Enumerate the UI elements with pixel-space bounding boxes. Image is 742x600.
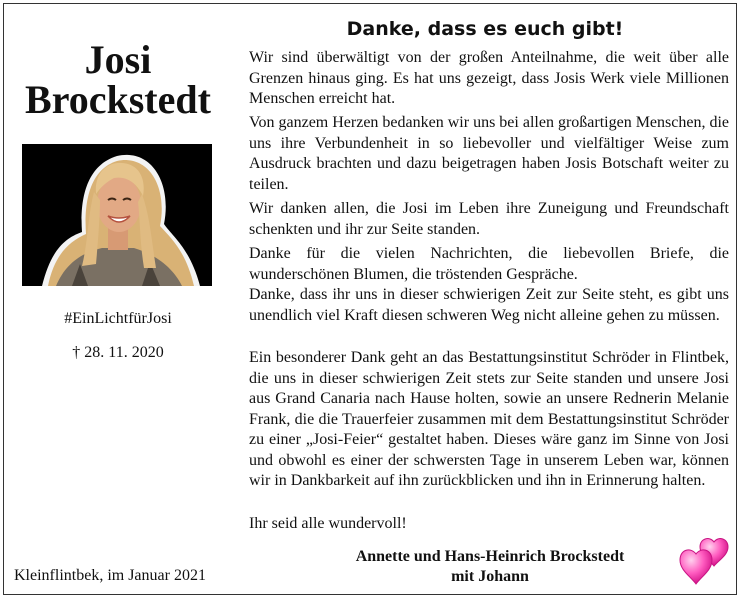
two-hearts-icon xyxy=(678,536,732,586)
signature-line-2: mit Johann xyxy=(451,568,529,585)
thanks-support-line: Danke, dass ihr uns in dieser schwierigen Zeit zur Seite steht, es gibt uns unendlich viel Kraft diesen schweren Weg nicht alleine gehen zu müssen. xyxy=(249,286,729,324)
place-and-date: Kleinflintbek, im Januar 2021 xyxy=(14,567,206,584)
closing-line: Ihr seid alle wundervoll! xyxy=(249,515,407,532)
name-last: Brockstedt xyxy=(25,77,211,122)
paragraph-heartfelt-thanks: Von ganzem Herzen bedanken wir uns bei allen großartigen Menschen, die uns ihre Verbundenheit in so liebevoller und vielfältiger Weise zum Ausdruck brachten und dazu beigetragen haben Josis Botschaft weiter zu teilen. xyxy=(249,114,729,193)
name-first: Josi xyxy=(84,37,152,82)
portrait-illustration xyxy=(22,144,212,286)
paragraph-thanks-friends: Wir danken allen, die Josi im Leben ihre Zuneigung und Freundschaft schenkten und ihr zur Seite standen. xyxy=(249,200,729,238)
hashtag: #EinLichtfürJosi xyxy=(64,310,172,327)
paragraph-overwhelmed: Wir sind überwältigt von der großen Anteilnahme, die weit über alle Grenzen hinaus ging. Es hat uns gezeigt, dass Josis Werk viele Millionen Menschen erreicht hat. xyxy=(249,49,729,107)
headline: Danke, dass es euch gibt! xyxy=(346,18,624,40)
paragraph-special-thanks: Ein besonderer Dank geht an das Bestattungsinstitut Schröder in Flintbek, die uns in dieser schwierigen Zeit stets zur Seite standen und unsere Josi aus Grand Canaria nach Hause holten, sowie an unsere Rednerin Melanie Frank, die die Trauerfeier zusammen mit dem Bestattungsinstitut Schröder zu einer „Josi-Feier“ gestaltet haben. Dieses wäre ganz im Sinne von Josi und obwohl es einer der schwersten Tage in unserem Leben war, können wir in Dankbarkeit auf ihn zurückblicken und ihn in Erinnerung halten. xyxy=(249,349,729,489)
signature-line-1: Annette und Hans-Heinrich Brockstedt xyxy=(355,548,625,565)
death-date: † 28. 11. 2020 xyxy=(72,344,164,361)
thanks-messages-line: Danke für die vielen Nachrichten, die liebevollen Briefe, die wunderschönen Blumen, die tröstenden Gespräche. xyxy=(249,245,729,283)
signature xyxy=(330,547,650,587)
paragraph-thanks-messages xyxy=(249,244,729,326)
portrait-photo xyxy=(22,144,212,286)
